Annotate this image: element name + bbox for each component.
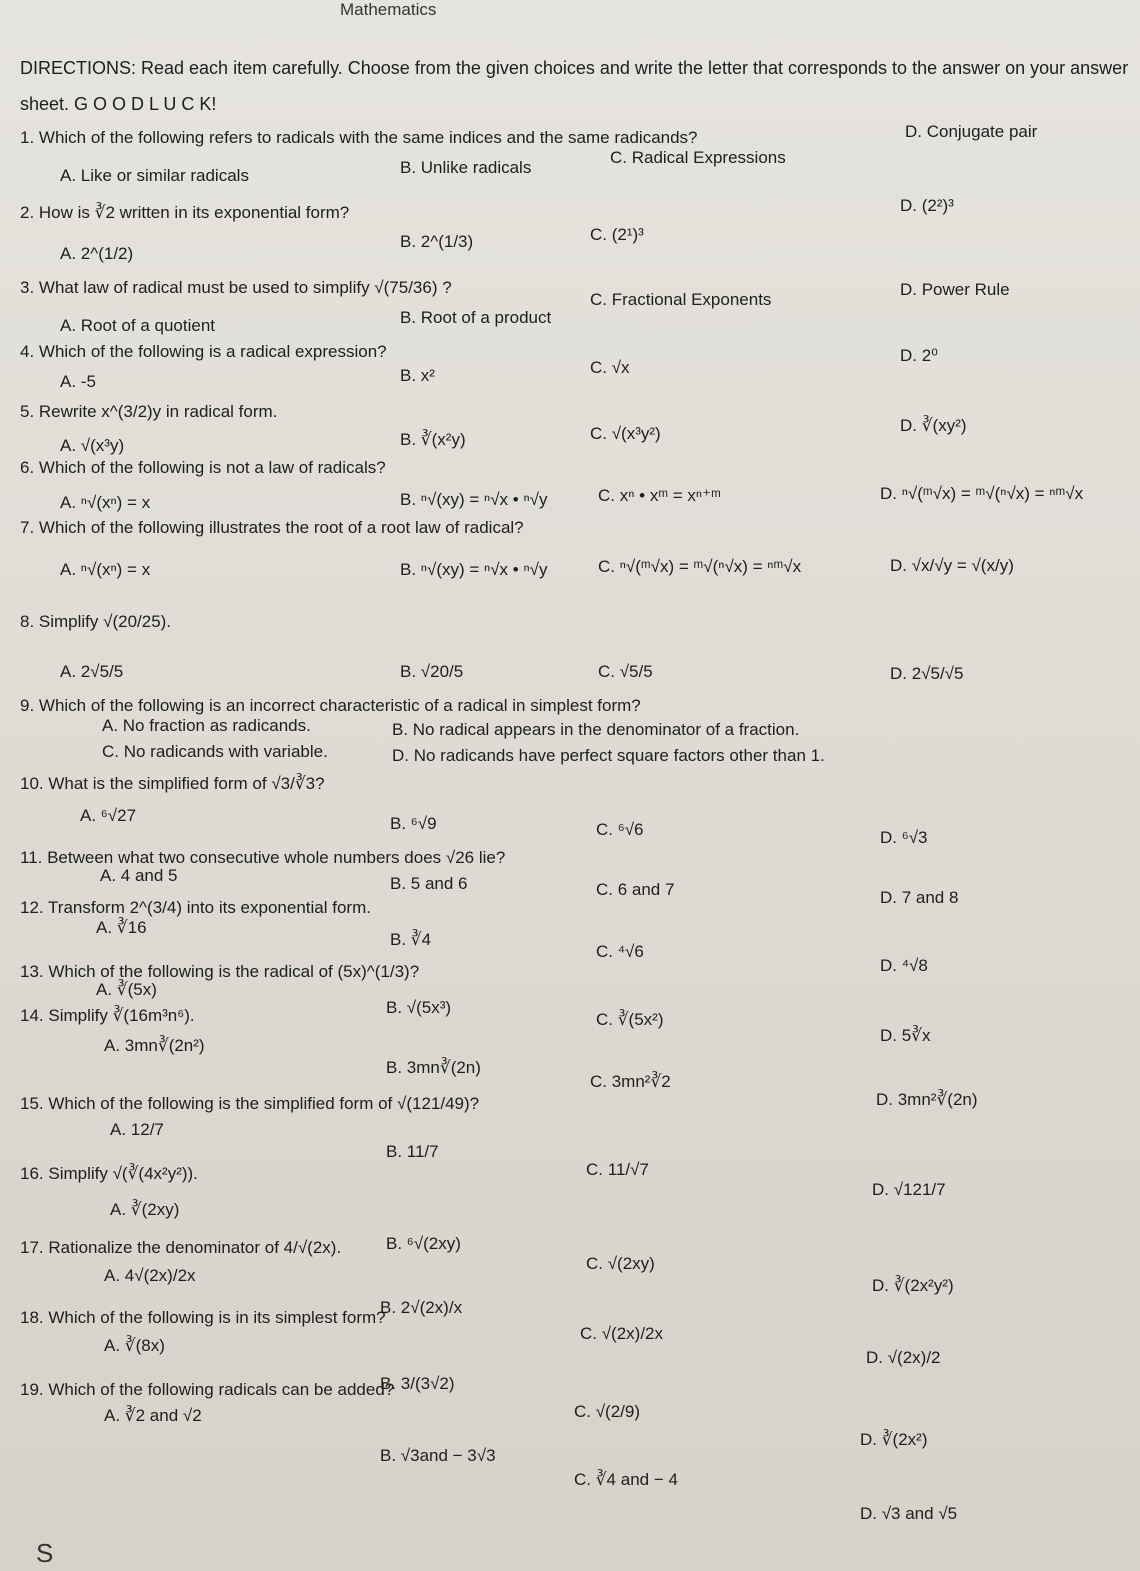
q17-choice-d: D. √(2x)/2 — [866, 1348, 941, 1367]
q5-choice-a: A. √(x³y) — [60, 436, 125, 455]
q16-choice-b: B. ⁶√(2xy) — [386, 1234, 461, 1253]
question-17: 17. Rationalize the denominator of 4/√(2x). — [20, 1238, 342, 1257]
q10-choice-a: A. ⁶√27 — [80, 806, 137, 825]
q15-choice-a: A. 12/7 — [110, 1120, 164, 1139]
q7-choice-b: B. ⁿ√(xy) = ⁿ√x • ⁿ√y — [400, 560, 548, 579]
question-16: 16. Simplify √(∛(4x²y²)). — [20, 1164, 198, 1183]
q13-choice-a: A. ∛(5x) — [96, 980, 157, 999]
q18-choice-d: D. ∛(2x²) — [860, 1430, 928, 1449]
q9-choice-c: C. No radicands with variable. — [102, 742, 328, 761]
q17-choice-a: A. 4√(2x)/2x — [104, 1266, 196, 1285]
q2-choice-d: D. (2²)³ — [900, 196, 954, 215]
question-11: 11. Between what two consecutive whole numbers does √26 lie? — [20, 848, 506, 867]
q14-choice-a: A. 3mn∛(2n²) — [104, 1036, 205, 1055]
q1-choice-b: B. Unlike radicals — [400, 158, 532, 177]
question-10: 10. What is the simplified form of √3/∛3? — [20, 774, 325, 793]
q7-choice-c: C. ⁿ√(ᵐ√x) = ᵐ√(ⁿ√x) = ⁿᵐ√x — [598, 557, 802, 576]
q15-choice-b: B. 11/7 — [386, 1142, 439, 1161]
q15-choice-d: D. √121/7 — [872, 1180, 946, 1199]
q5-choice-c: C. √(x³y²) — [590, 424, 661, 443]
q8-choice-d: D. 2√5/√5 — [890, 664, 964, 683]
q2-choice-c: C. (2¹)³ — [590, 225, 644, 244]
q13-choice-d: D. 5∛x — [880, 1026, 931, 1045]
q10-choice-c: C. ⁶√6 — [596, 820, 644, 839]
q12-choice-b: B. ∛4 — [390, 930, 432, 949]
q16-choice-d: D. ∛(2x²y²) — [872, 1276, 954, 1295]
question-13: 13. Which of the following is the radical of (5x)^(1/3)? — [20, 962, 420, 981]
q14-choice-c: C. 3mn²∛2 — [590, 1072, 671, 1091]
q4-choice-d: D. 2⁰ — [900, 346, 938, 365]
q3-choice-d: D. Power Rule — [900, 280, 1010, 299]
question-18: 18. Which of the following is in its simplest form? — [20, 1308, 386, 1327]
q12-choice-c: C. ⁴√6 — [596, 942, 644, 961]
q1-choice-c: C. Radical Expressions — [610, 148, 786, 167]
q11-choice-d: D. 7 and 8 — [880, 888, 959, 907]
q14-choice-b: B. 3mn∛(2n) — [386, 1058, 481, 1077]
question-12: 12. Transform 2^(3/4) into its exponential form. — [20, 898, 371, 917]
q14-choice-d: D. 3mn²∛(2n) — [876, 1090, 978, 1109]
question-3: 3. What law of radical must be used to simplify √(75/36) ? — [20, 278, 452, 297]
q7-choice-d: D. √x/√y = √(x/y) — [890, 556, 1014, 575]
q5-choice-b: B. ∛(x²y) — [400, 430, 466, 449]
q6-choice-d: D. ⁿ√(ᵐ√x) = ᵐ√(ⁿ√x) = ⁿᵐ√x — [880, 484, 1084, 503]
q13-choice-c: C. ∛(5x²) — [596, 1010, 664, 1029]
question-9: 9. Which of the following is an incorrect characteristic of a radical in simplest form? — [20, 696, 641, 715]
q11-choice-c: C. 6 and 7 — [596, 880, 675, 899]
q3-choice-a: A. Root of a quotient — [60, 316, 215, 335]
q17-choice-b: B. 2√(2x)/x — [380, 1298, 463, 1317]
q16-choice-c: C. √(2xy) — [586, 1254, 655, 1273]
q2-choice-b: B. 2^(1/3) — [400, 232, 474, 251]
handwritten-mark: S — [36, 1538, 54, 1568]
q4-choice-b: B. x² — [400, 366, 435, 385]
question-19: 19. Which of the following radicals can be added? — [20, 1380, 395, 1399]
q3-choice-b: B. Root of a product — [400, 308, 552, 327]
question-14: 14. Simplify ∛(16m³n⁶). — [20, 1006, 195, 1025]
q19-choice-c: C. ∛4 and − 4 — [574, 1470, 678, 1489]
subject-header: Mathematics — [340, 0, 437, 19]
q8-choice-c: C. √5/5 — [598, 662, 653, 681]
q6-choice-a: A. ⁿ√(xⁿ) = x — [60, 493, 151, 512]
q18-choice-b: B. 3/(3√2) — [380, 1374, 455, 1393]
q7-choice-a: A. ⁿ√(xⁿ) = x — [60, 560, 151, 579]
question-8: 8. Simplify √(20/25). — [20, 612, 172, 631]
q13-choice-b: B. √(5x³) — [386, 998, 452, 1017]
q16-choice-a: A. ∛(2xy) — [110, 1200, 180, 1219]
q19-choice-a: A. ∛2 and √2 — [104, 1406, 202, 1425]
question-2: 2. How is ∛2 written in its exponential form? — [20, 203, 350, 222]
question-15: 15. Which of the following is the simplified form of √(121/49)? — [20, 1094, 480, 1113]
q3-choice-c: C. Fractional Exponents — [590, 290, 772, 309]
question-5: 5. Rewrite x^(3/2)y in radical form. — [20, 402, 278, 421]
q18-choice-c: C. √(2/9) — [574, 1402, 641, 1421]
q4-choice-c: C. √x — [590, 358, 630, 377]
q9-choice-b: B. No radical appears in the denominator of a fraction. — [392, 720, 800, 739]
question-1: 1. Which of the following refers to radicals with the same indices and the same radicands? — [20, 128, 698, 147]
q18-choice-a: A. ∛(8x) — [104, 1336, 165, 1355]
directions-text: DIRECTIONS: Read each item carefully. Choose from the given choices and write the letter that corresponds to the answer on your answer sheet. G O O D L U C K! — [20, 58, 1129, 114]
q1-choice-a: A. Like or similar radicals — [60, 166, 249, 185]
q17-choice-c: C. √(2x)/2x — [580, 1324, 664, 1343]
question-6: 6. Which of the following is not a law of radicals? — [20, 458, 386, 477]
q12-choice-a: A. ∛16 — [96, 918, 147, 937]
q9-choice-a: A. No fraction as radicands. — [102, 716, 311, 735]
q11-choice-b: B. 5 and 6 — [390, 874, 468, 893]
q19-choice-b: B. √3and − 3√3 — [380, 1446, 496, 1465]
q4-choice-a: A. -5 — [60, 372, 96, 391]
question-4: 4. Which of the following is a radical expression? — [20, 342, 387, 361]
q9-choice-d: D. No radicands have perfect square factors other than 1. — [392, 746, 825, 765]
q2-choice-a: A. 2^(1/2) — [60, 244, 134, 263]
q6-choice-b: B. ⁿ√(xy) = ⁿ√x • ⁿ√y — [400, 490, 548, 509]
q8-choice-b: B. √20/5 — [400, 662, 464, 681]
q1-choice-d: D. Conjugate pair — [905, 122, 1038, 141]
q10-choice-d: D. ⁶√3 — [880, 828, 928, 847]
q12-choice-d: D. ⁴√8 — [880, 956, 928, 975]
q8-choice-a: A. 2√5/5 — [60, 662, 124, 681]
q19-choice-d: D. √3 and √5 — [860, 1504, 958, 1523]
q6-choice-c: C. xⁿ • xᵐ = xⁿ⁺ᵐ — [598, 486, 721, 505]
q10-choice-b: B. ⁶√9 — [390, 814, 437, 833]
q15-choice-c: C. 11/√7 — [586, 1160, 649, 1179]
q5-choice-d: D. ∛(xy²) — [900, 416, 967, 435]
q11-choice-a: A. 4 and 5 — [100, 866, 178, 885]
question-7: 7. Which of the following illustrates the root of a root law of radical? — [20, 518, 524, 537]
